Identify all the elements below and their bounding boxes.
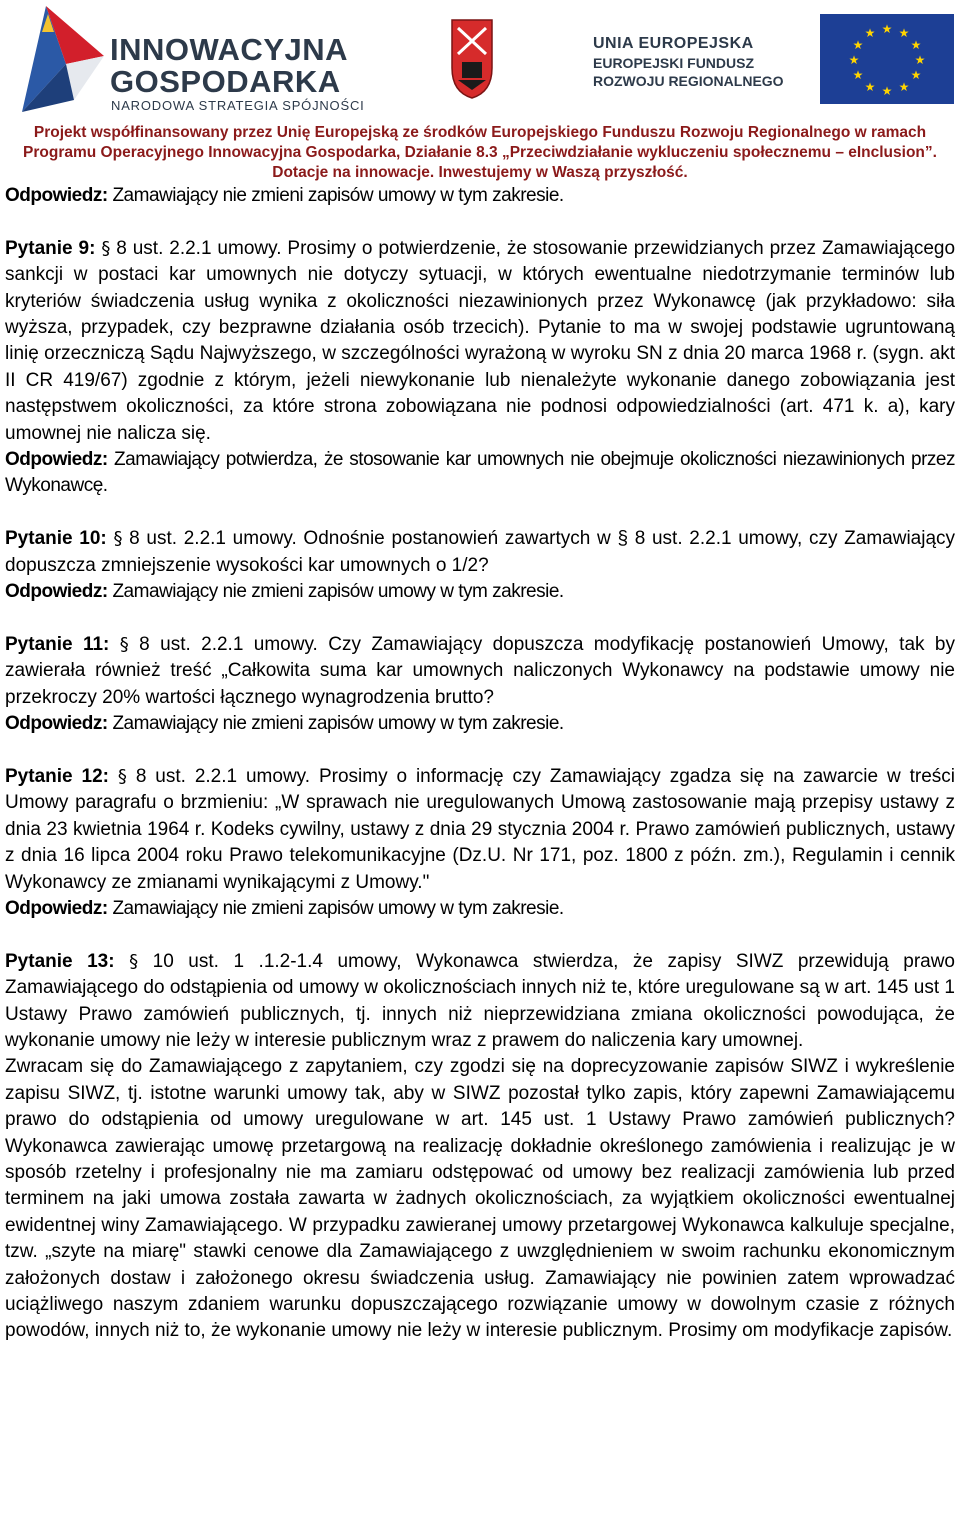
svg-text:★: ★ <box>864 80 876 94</box>
svg-text:★: ★ <box>898 26 910 40</box>
paragraph-text: Zwracam się do Zamawiającego z zapytaniem, czy zgodzi się na doprecyzowanie zapisów SIWZ i wykreślenie zapisu SIWZ, tj. istotne warunki umowy tak, aby w SIWZ pozostał tylko zapis, który zapewni Zamawiającemu prawo do odstąpienia od umowy uregulowane w art. 145 ust. 1 Ustawy Prawo zamówień publicznych? Wykonawca zawierając umowę przetargową na realizację dokładnie określonego zamówienia i realizując je w sposób rzetelny i profesjonalny nie ma zamiaru odstępować od umowy bez realizacji zamówienia lub przed terminem na jaki umowa została zawarta w żadnych okolicznościach, za wyjątkiem okoliczności ewentualnej ewidentnej winy Zamawiającego. W przypadku zawieranej umowy przetargowej Wykonawca kalkuluje specjalne, tzw. „szyte na miarę" stawki cenowe dla Zamawiającego z uwzględnieniem w swoim rachunku ekonomicznym założonych dostaw i założonego okresu świadczenia usług. Zamawiający nie powinien zatem wprowadzać uciążliwego naszym zdaniem warunku dopuszczającego rozwiązanie umowy w dowolnym czasie z różnych powodów, innych niż to, że wykonanie umowy nie leży w interesie publicznym. Prosimy om modyfikacje zapisów. <box>5 1056 955 1342</box>
svg-text:★: ★ <box>881 84 893 98</box>
svg-text:★: ★ <box>864 26 876 40</box>
answer-paragraph <box>5 579 955 605</box>
svg-text:★: ★ <box>852 38 864 52</box>
answer-text: Zamawiający nie zmieni zapisów umowy w tym zakresie. <box>112 713 564 735</box>
question-text: 8 ust. 2.2.1 umowy. Czy Zamawiający dopuszcza modyfikację postanowień Umowy, tak by zawierała również treść „Całkowita suma kar umownych naliczonych Wykonawcy na podstawie umowy nie przekroczy 20% wartości łącznego wynagrodzenia brutto? <box>5 633 955 708</box>
question-label: Pytanie 12: <box>5 765 109 787</box>
eu-flag-icon <box>820 14 954 104</box>
answer-paragraph <box>5 711 955 737</box>
svg-text:★: ★ <box>910 38 922 52</box>
paragraph-gap <box>5 500 955 526</box>
logo-title-line1: INNOWACYJNA <box>110 32 349 67</box>
question-label: Pytanie 13: <box>5 950 115 972</box>
answer-text: Zamawiający nie zmieni zapisów umowy w tym zakresie. <box>112 897 564 919</box>
question-label: Pytanie 9: <box>5 237 96 259</box>
question-text: 8 ust. 2.2.1 umowy. Prosimy o informację czy Zamawiający zgadza się na zawarcie w treści Umowy paragrafu o brzmieniu: „W sprawach nie uregulowanych Umową zastosowanie mają przepisy ustawy z dnia 23 kwietnia 1964 r. Kodeks cywilny, ustawy z dnia 29 stycznia 2004 r. Prawo zamówień publicznych, ustawy z dnia 16 lipca 2004 roku Prawo telekomunikacyjne (Dz.U. Nr 171, poz. 1800 z późn. zm.), Regulamin i cennik Wykonawcy ze zmianami wynikającymi z Umowy." <box>5 765 956 893</box>
answer-label: Odpowiedz: <box>5 897 108 919</box>
question-paragraph <box>5 764 955 896</box>
question-text: 8 ust. 2.2.1 umowy. Prosimy o potwierdzenie, że stosowanie przewidzianych przez Zamawiającego sankcji w postaci kar umownych nie dotyczy sytuacji, w których ewentualne niedotrzymanie terminów lub kryteriów świadczenia usług wynika z okoliczności niezawinionych przez Wykonawcę (jak przykładowo: siła wyższa, przypadek, czy bezprawne działania osób trzecich). Pytanie to ma w swojej podstawie ugruntowaną linię orzeczniczą Sądu Najwyższego, w szczególności wyrażoną w wyroku SN z dnia 20 marca 1968 r. (sygn. akt II CR 419/67) zgodnie z którym, jeżeli niewykonanie lub nienależyte wykonanie danego zobowiązania jest następstwem okoliczności, za które strona zobowiązana nie podnosi odpowiedzialności (art. 471 k. a), kary umownej nie nalicza się. <box>5 237 956 444</box>
answer-paragraph <box>5 447 955 500</box>
section-symbol: § <box>101 237 111 259</box>
answer-paragraph <box>5 896 955 922</box>
answer-label: Odpowiedz: <box>5 185 108 206</box>
svg-text:★: ★ <box>881 22 893 36</box>
question-paragraph <box>5 236 955 447</box>
section-symbol: § <box>129 950 139 972</box>
paragraph-gap <box>5 605 955 631</box>
text-paragraph <box>5 1054 955 1344</box>
star-logo-icon <box>12 4 108 116</box>
document-body <box>5 183 955 1345</box>
eu-line3: ROZWOJU REGIONALNEGO <box>593 73 784 89</box>
answer-paragraph <box>5 183 955 209</box>
logo-subtitle: NARODOWA STRATEGIA SPÓJNOŚCI <box>111 98 365 113</box>
section-symbol: § <box>117 765 127 787</box>
svg-text:★: ★ <box>914 53 926 67</box>
svg-text:★: ★ <box>852 68 864 82</box>
answer-label: Odpowiedz: <box>5 713 108 735</box>
paragraph-gap <box>5 922 955 948</box>
answer-text: Zamawiający nie zmieni zapisów umowy w tym zakresie. <box>112 185 564 206</box>
answer-label: Odpowiedz: <box>5 581 108 603</box>
question-text: 8 ust. 2.2.1 umowy. Odnośnie postanowień zawartych w § 8 ust. 2.2.1 umowy, czy Zamawiający dopuszcza zmniejszenie wysokości kar umownych o 1/2? <box>5 528 956 576</box>
answer-text: Zamawiający potwierdza, że stosowanie kar umownych nie obejmuje okoliczności niezawinionych przez Wykonawcę. <box>5 449 955 497</box>
project-line3: Dotacje na innowacje. Inwestujemy w Waszą przyszłość. <box>272 164 688 181</box>
paragraph-gap <box>5 209 955 235</box>
answer-label: Odpowiedz: <box>5 449 108 471</box>
innowacyjna-gospodarka-logo <box>12 4 372 116</box>
question-label: Pytanie 11: <box>5 633 110 655</box>
project-line1: Projekt współfinansowany przez Unię Europejską ze środków Europejskiego Funduszu Rozwoju Regionalnego w ramach <box>33 124 927 141</box>
answer-text: Zamawiający nie zmieni zapisów umowy w tym zakresie. <box>112 581 564 603</box>
section-symbol: § <box>113 528 123 550</box>
eu-line1: UNIA EUROPEJSKA <box>593 35 754 52</box>
project-line2: Programu Operacyjnego Innowacyjna Gospodarka, Działanie 8.3 „Przeciwdziałanie wykluczeniu społecznemu – eInclusion”. <box>23 144 937 161</box>
paragraph-gap <box>5 737 955 763</box>
section-symbol: § <box>119 633 129 655</box>
question-paragraph <box>5 949 955 1055</box>
page-header <box>0 0 960 182</box>
question-paragraph <box>5 526 955 579</box>
project-info <box>0 123 960 183</box>
svg-text:★: ★ <box>898 80 910 94</box>
question-label: Pytanie 10: <box>5 528 107 550</box>
logo-title-line2: GOSPODARKA <box>110 64 341 99</box>
eu-fund-label <box>593 34 813 90</box>
svg-text:★: ★ <box>910 68 922 82</box>
question-text: 10 ust. 1 .1.2-1.4 umowy, Wykonawca stwierdza, że zapisy SIWZ przewidują prawo Zamawiającego do odstąpienia od umowy w okolicznościach innych niż te, które uregulowane są w art. 145 ust 1 Ustawy Prawo zamówień publicznych, tj. innych niż nieprzewidziana zmiana okoliczności powodująca, że wykonanie umowy nie leży w interesie publicznym wraz z prawem do naliczenia kary umownej. <box>5 950 955 1051</box>
coat-of-arms-icon <box>448 18 496 100</box>
question-paragraph <box>5 632 955 711</box>
svg-text:★: ★ <box>848 53 860 67</box>
eu-line2: EUROPEJSKI FUNDUSZ <box>593 55 755 71</box>
